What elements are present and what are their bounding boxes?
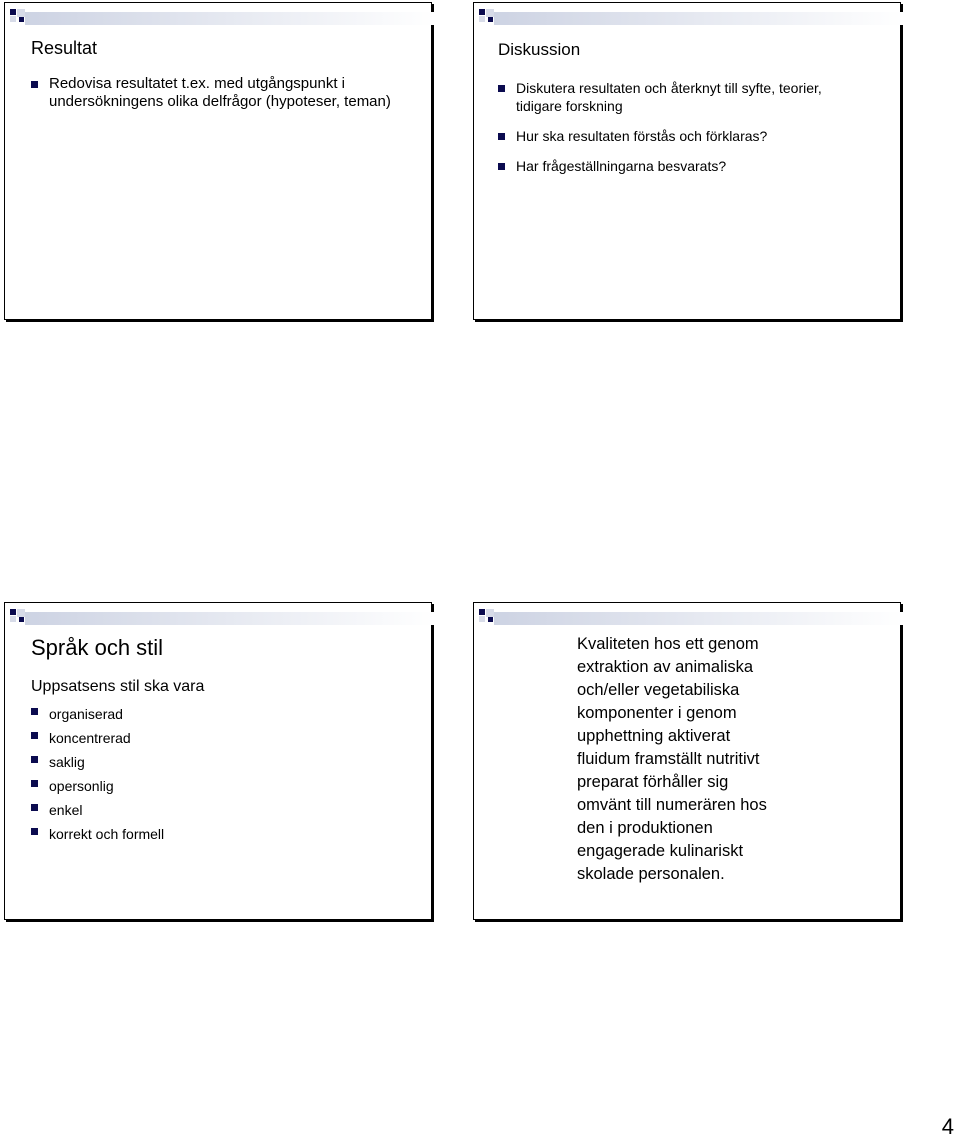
list-item: Diskutera resultaten och återknyt till syfte, teorier, tidigare forskning: [498, 79, 838, 115]
list-item: koncentrerad: [31, 726, 391, 750]
list-item: enkel: [31, 798, 391, 822]
bullet-list: [498, 79, 838, 175]
list-item: organiserad: [31, 702, 391, 726]
slide-kvaliteten: [473, 602, 901, 920]
list-item: saklig: [31, 750, 391, 774]
slide-decoration: [474, 603, 904, 631]
slide-resultat: [4, 2, 432, 320]
list-item: korrekt och formell: [31, 822, 391, 846]
slide-intro: Uppsatsens stil ska vara: [31, 678, 205, 695]
slide-sprak-och-stil: [4, 602, 432, 920]
slide-decoration: [5, 603, 435, 631]
list-item: Har frågeställningarna besvarats?: [498, 157, 838, 175]
slide-diskussion: [473, 2, 901, 320]
slide-title: Språk och stil: [31, 635, 164, 660]
bullet-list: [31, 702, 391, 846]
bullet-list: [31, 75, 401, 111]
slide-title: Diskussion: [498, 40, 581, 59]
slide-body-text: Kvaliteten hos ett genom extraktion av animaliska och/eller vegetabiliska komponenter i genom upphettning aktiverat fluidum framställt nutritivt preparat förhåller sig omvänt till numerären hos den i produktionen engagerade kulinariskt skolade personalen.: [577, 635, 767, 883]
list-item: opersonlig: [31, 774, 391, 798]
page-number: 4: [941, 1114, 954, 1139]
slide-decoration: [5, 3, 435, 31]
slide-title: Resultat: [31, 38, 98, 58]
list-item: Hur ska resultaten förstås och förklaras?: [498, 127, 838, 145]
list-item: Redovisa resultatet t.ex. med utgångspunkt i undersökningens olika delfrågor (hypoteser, teman): [31, 75, 401, 111]
slide-decoration: [474, 3, 904, 31]
